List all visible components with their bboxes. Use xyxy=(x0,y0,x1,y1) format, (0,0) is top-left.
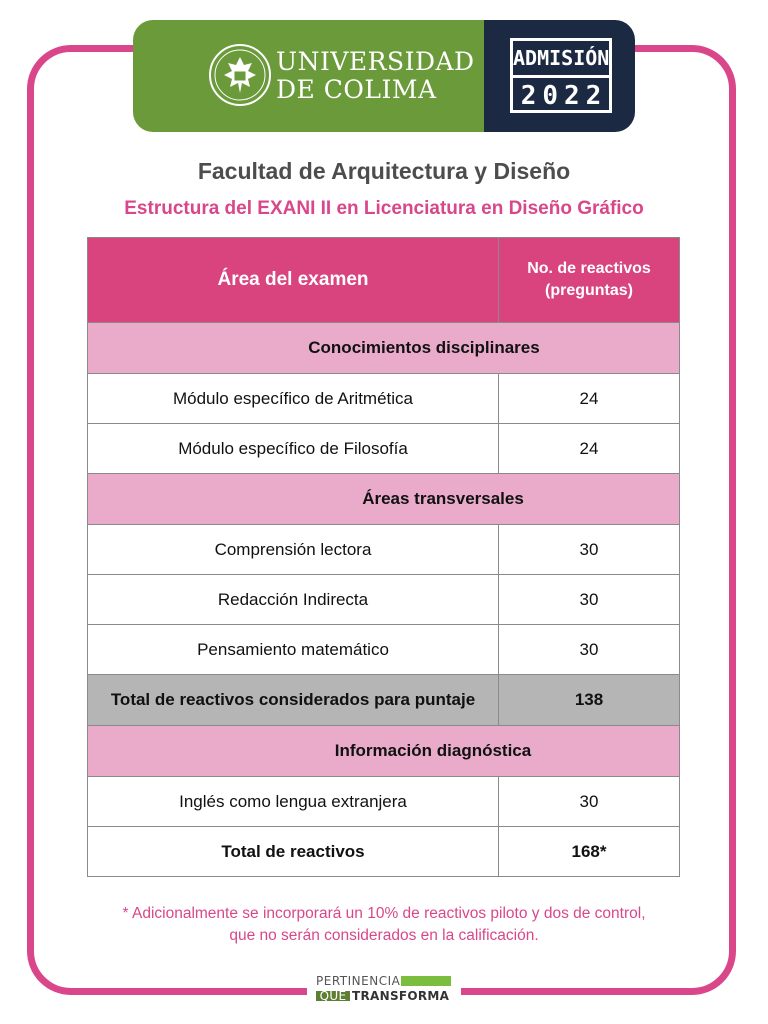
column-header-count-line1: No. de reactivos xyxy=(527,260,651,277)
row-label: Comprensión lectora xyxy=(88,525,499,575)
slogan-word-que: QUE xyxy=(319,989,347,1003)
university-name xyxy=(276,48,475,104)
section-row-disciplinares xyxy=(88,323,680,374)
total-scored-value: 138 xyxy=(499,675,680,726)
section-label: Conocimientos disciplinares xyxy=(308,338,540,357)
table-row xyxy=(88,424,680,474)
admission-label: ADMISIÓN xyxy=(513,41,609,78)
footnote-line1: * Adicionalmente se incorporará un 10% de reactivos piloto y dos de control, xyxy=(122,905,646,922)
university-name-line2: DE COLIMA xyxy=(276,75,437,104)
row-value: 30 xyxy=(499,625,680,675)
table-row xyxy=(88,777,680,827)
table-row xyxy=(88,575,680,625)
slogan-logo xyxy=(307,967,461,1007)
row-value: 30 xyxy=(499,575,680,625)
table-row xyxy=(88,625,680,675)
table-row xyxy=(88,374,680,424)
section-label: Información diagnóstica xyxy=(334,741,532,760)
column-header-area: Área del examen xyxy=(88,238,499,323)
row-value: 24 xyxy=(499,424,680,474)
total-all-value: 168* xyxy=(499,827,680,877)
section-row-transversales xyxy=(88,474,680,525)
exam-structure-table xyxy=(87,237,680,877)
faculty-title: Facultad de Arquitectura y Diseño xyxy=(197,158,571,184)
row-label: Módulo específico de Filosofía xyxy=(88,424,499,474)
total-all-label: Total de reactivos xyxy=(88,827,499,877)
table-row xyxy=(88,525,680,575)
table-header-row xyxy=(88,238,680,323)
row-label: Inglés como lengua extranjera xyxy=(88,777,499,827)
footnote-line2: que no serán considerados en la calificación. xyxy=(229,927,539,944)
total-scored-label: Total de reactivos considerados para puntaje xyxy=(88,675,499,726)
footnote xyxy=(0,903,768,947)
document-subtitle: Estructura del EXANI II en Licenciatura en Diseño Gráfico xyxy=(124,198,644,219)
total-scored-row xyxy=(88,675,680,726)
total-all-row xyxy=(88,827,680,877)
row-label: Redacción Indirecta xyxy=(88,575,499,625)
university-name-line1: UNIVERSIDAD xyxy=(276,47,475,76)
slogan-line2 xyxy=(316,989,449,1003)
column-header-count xyxy=(499,238,680,323)
section-label: Áreas transversales xyxy=(362,489,524,508)
admission-year: 2022 xyxy=(520,81,608,111)
row-value: 30 xyxy=(499,777,680,827)
row-value: 30 xyxy=(499,525,680,575)
row-label: Pensamiento matemático xyxy=(88,625,499,675)
section-row-diagnostica xyxy=(88,726,680,777)
row-value: 24 xyxy=(499,374,680,424)
slogan-word-transforma: TRANSFORMA xyxy=(352,989,450,1003)
row-label: Módulo específico de Aritmética xyxy=(88,374,499,424)
admission-badge xyxy=(510,38,612,113)
slogan-bar-light xyxy=(401,976,451,986)
slogan-line1: PERTINENCIA xyxy=(316,974,401,988)
column-header-count-line2: (preguntas) xyxy=(545,282,633,299)
university-crest-icon xyxy=(208,43,272,107)
